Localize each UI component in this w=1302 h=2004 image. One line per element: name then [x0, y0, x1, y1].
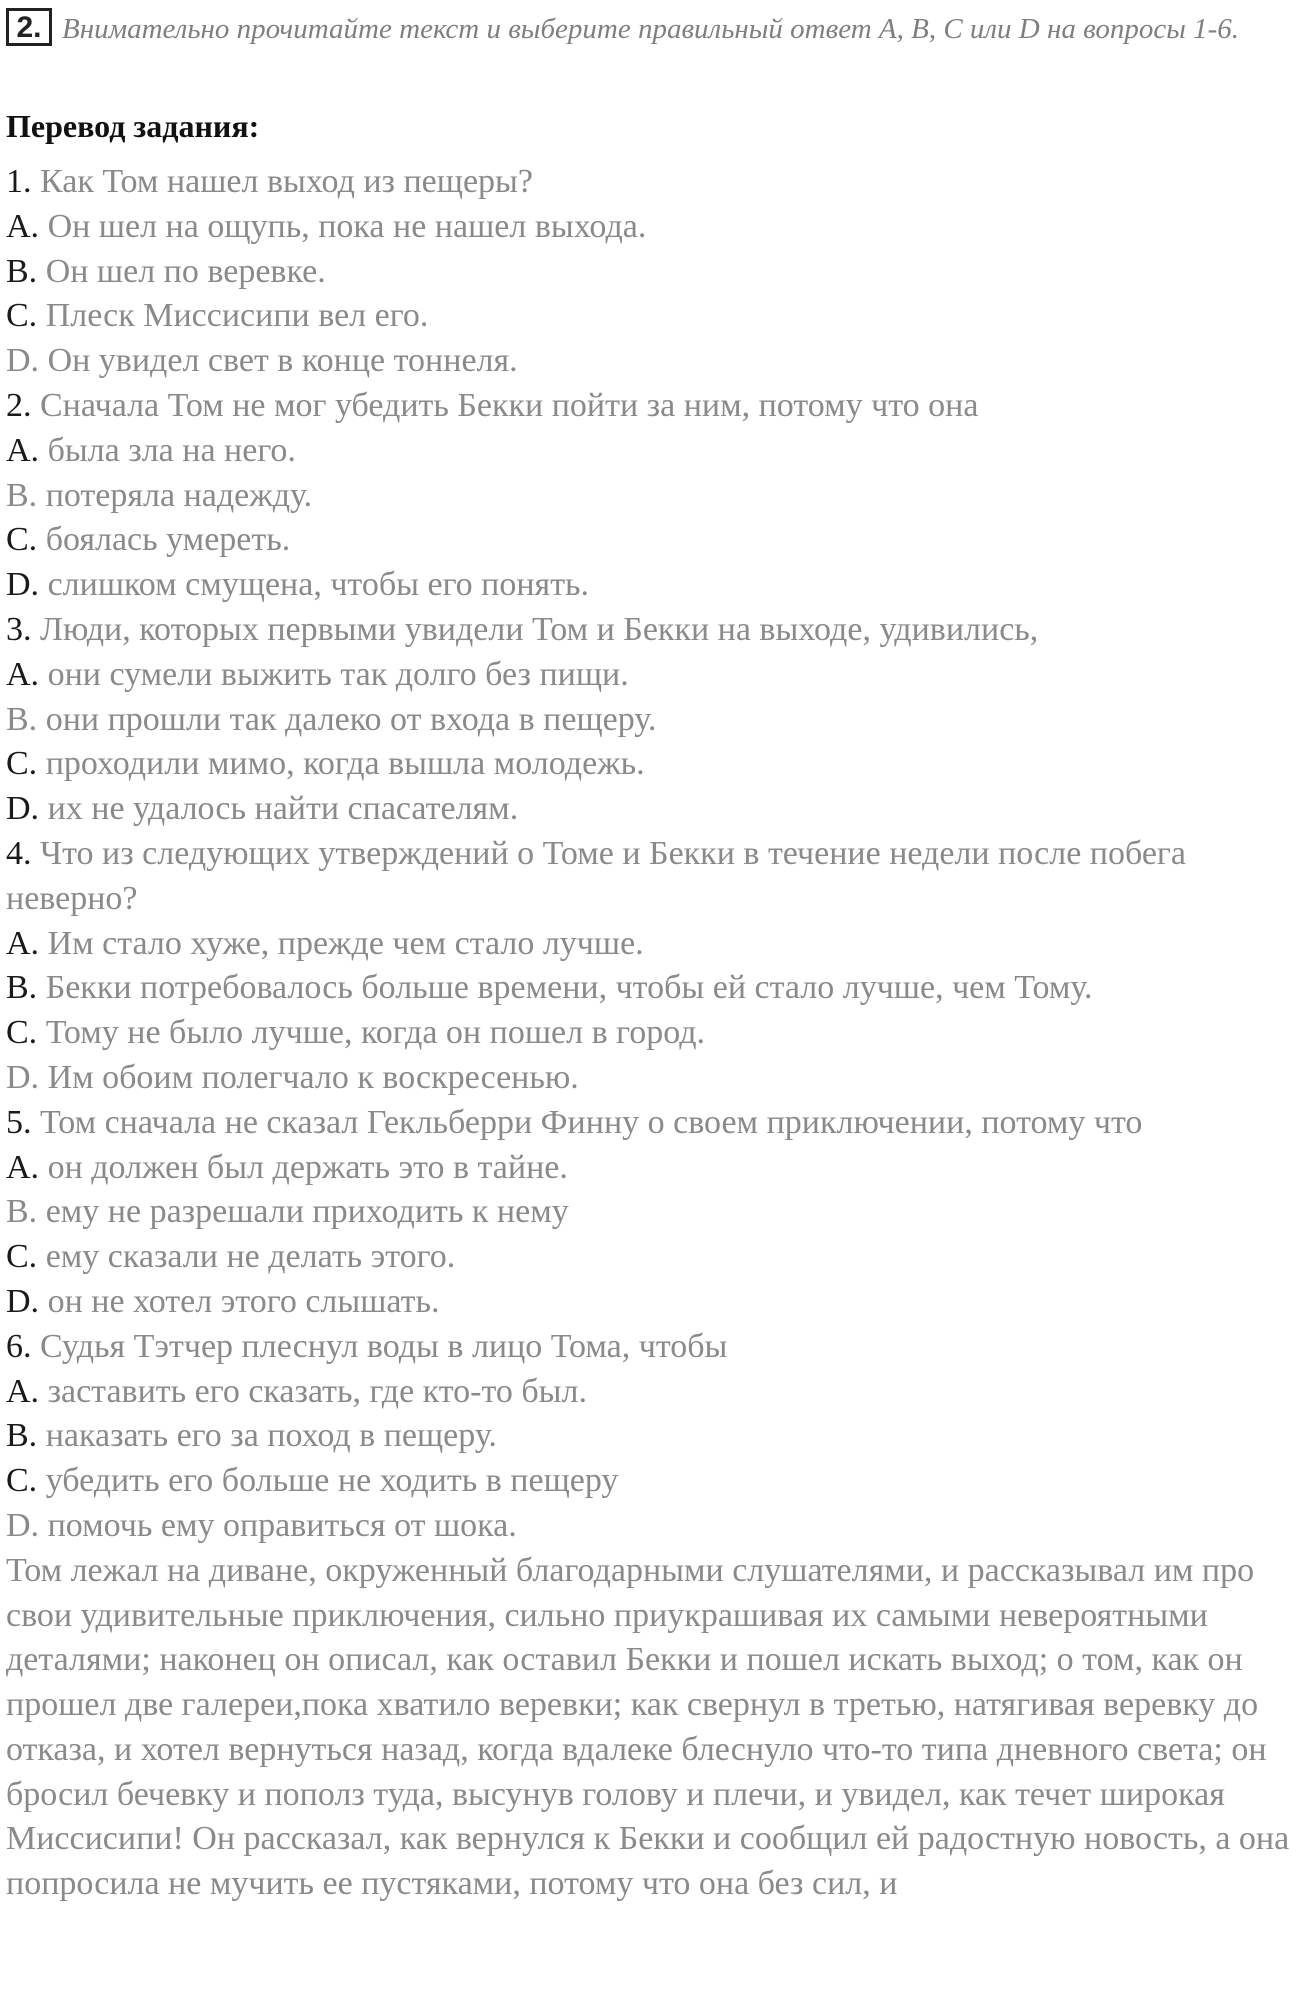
answer-option [6, 653, 1296, 698]
option-label: B. [6, 252, 38, 290]
question-body: Как Том нашел выход из пещеры? [31, 163, 533, 200]
option-label: A. [6, 1372, 40, 1410]
option-label: B. [6, 1193, 38, 1231]
option-label: B. [6, 476, 38, 514]
answer-option [6, 294, 1296, 339]
answer-option [6, 1146, 1296, 1191]
question-text [6, 1325, 1296, 1370]
task-number-box: 2. [6, 8, 52, 46]
question-number: 1. [6, 163, 32, 200]
question-number: 5. [6, 1103, 32, 1141]
option-label: B. [6, 969, 38, 1007]
option-label: A. [6, 655, 40, 693]
option-text: Им стало хуже, прежде чем стало лучше. [39, 924, 644, 962]
answer-option [6, 966, 1296, 1011]
option-label: A. [6, 207, 40, 245]
answer-option [6, 250, 1296, 295]
passage-text: Том лежал на диване, окруженный благодарными слушателями, и рассказывал им про свои удивительные приключения, сильно приукрашивая их самыми невероятными деталями; наконец он описал, как оставил Бекки и пошел искать выход; о том, как он прошел две галереи,пока хватило веревки; как свернул в третью, натягивая веревку до отказа, и хотел вернуться назад, когда вдалеке блеснуло что-то типа дневного света; он бросил бечевку и пополз туда, высунув голову и плечи, и увидел, как течет широкая Миссисипи! Он рассказал, как вернулся к Бекки и сообщил ей радостную новость, а она попросила не мучить ее пустяками, потому что она без сил, и [6, 1551, 1290, 1903]
option-label: D. [6, 790, 40, 828]
answer-option [6, 1370, 1296, 1415]
question-number: 2. [6, 386, 32, 424]
task-header [6, 0, 1296, 88]
answer-option [6, 1414, 1296, 1459]
answer-option [6, 1235, 1296, 1280]
answer-option [6, 339, 1296, 384]
option-text: была зла на него. [39, 431, 296, 469]
question-body: Судья Тэтчер плеснул воды в лицо Тома, чтобы [31, 1327, 728, 1365]
answer-option [6, 1190, 1296, 1235]
question-number: 6. [6, 1327, 32, 1365]
option-text: Он шел на ощупь, пока не нашел выхода. [39, 207, 647, 245]
option-label: D. [6, 566, 40, 604]
option-text: наказать его за поход в пещеру. [37, 1417, 497, 1455]
option-text: он должен был держать это в тайне. [39, 1148, 568, 1186]
section-title: Перевод задания: [6, 108, 260, 144]
document-page [6, 0, 1296, 1907]
option-text: помочь ему оправиться от шока. [39, 1506, 517, 1544]
questions-list [6, 160, 1296, 1549]
question-text [6, 608, 1296, 653]
answer-option [6, 1280, 1296, 1325]
option-text: боялась умереть. [37, 521, 291, 559]
question-text [6, 1101, 1296, 1146]
option-label: C. [6, 745, 38, 783]
answer-option [6, 787, 1296, 832]
option-text: он не хотел этого слышать. [39, 1282, 440, 1320]
question-number: 3. [6, 610, 32, 648]
task-instruction: Внимательно прочитайте текст и выберите правильный ответ A, B, C или D на вопросы 1-6. [62, 13, 1240, 45]
option-label: C. [6, 1014, 38, 1052]
option-label: B. [6, 700, 38, 738]
question-number: 4. [6, 834, 32, 872]
option-text: они прошли так далеко от входа в пещеру. [37, 700, 657, 738]
option-label: C. [6, 1238, 38, 1276]
option-text: Он увидел свет в конце тоннеля. [39, 342, 518, 380]
answer-option [6, 1504, 1296, 1549]
option-label: D. [6, 342, 40, 380]
option-label: D. [6, 1058, 40, 1096]
option-label: D. [6, 1282, 40, 1320]
answer-option [6, 205, 1296, 250]
option-text: Им обоим полегчало к воскресенью. [39, 1058, 579, 1096]
option-text: потеряла надежду. [37, 476, 313, 514]
answer-option [6, 698, 1296, 743]
answer-option [6, 563, 1296, 608]
option-text: Бекки потребовалось больше времени, чтобы ей стало лучше, чем Тому. [37, 969, 1093, 1007]
option-text: убедить его больше не ходить в пещеру [37, 1462, 619, 1500]
option-label: A. [6, 431, 40, 469]
option-text: их не удалось найти спасателям. [39, 790, 519, 828]
option-text: Плеск Миссисипи вел его. [37, 297, 429, 335]
answer-option [6, 1459, 1296, 1504]
option-label: B. [6, 1417, 38, 1455]
answer-option [6, 518, 1296, 563]
option-text: ему не разрешали приходить к нему [37, 1193, 569, 1231]
option-label: A. [6, 924, 40, 962]
answer-option [6, 429, 1296, 474]
question-body: Что из следующих утверждений о Томе и Бекки в течение недели после побега неверно? [6, 834, 1186, 917]
option-label: C. [6, 297, 38, 335]
question-body: Люди, которых первыми увидели Том и Бекки на выходе, удивились, [31, 610, 1039, 648]
question-text [6, 832, 1296, 922]
option-text: заставить его сказать, где кто-то был. [39, 1372, 587, 1410]
option-text: слишком смущена, чтобы его понять. [39, 566, 590, 604]
option-label: D. [6, 1506, 40, 1544]
question-text [6, 160, 1296, 205]
answer-option [6, 1011, 1296, 1056]
question-body: Том сначала не сказал Гекльберри Финну о своем приключении, потому что [31, 1103, 1143, 1141]
answer-option [6, 1056, 1296, 1101]
answer-option [6, 742, 1296, 787]
option-text: проходили мимо, когда вышла молодежь. [37, 745, 645, 783]
option-text: Тому не было лучше, когда он пошел в город. [37, 1014, 706, 1052]
option-label: C. [6, 1462, 38, 1500]
option-text: Он шел по веревке. [37, 252, 326, 290]
option-label: C. [6, 521, 38, 559]
option-text: они сумели выжить так долго без пищи. [39, 655, 629, 693]
question-text [6, 384, 1296, 429]
question-body: Сначала Том не мог убедить Бекки пойти за ним, потому что она [31, 386, 979, 424]
option-text: ему сказали не делать этого. [37, 1238, 456, 1276]
option-label: A. [6, 1148, 40, 1186]
answer-option [6, 922, 1296, 967]
answer-option [6, 474, 1296, 519]
